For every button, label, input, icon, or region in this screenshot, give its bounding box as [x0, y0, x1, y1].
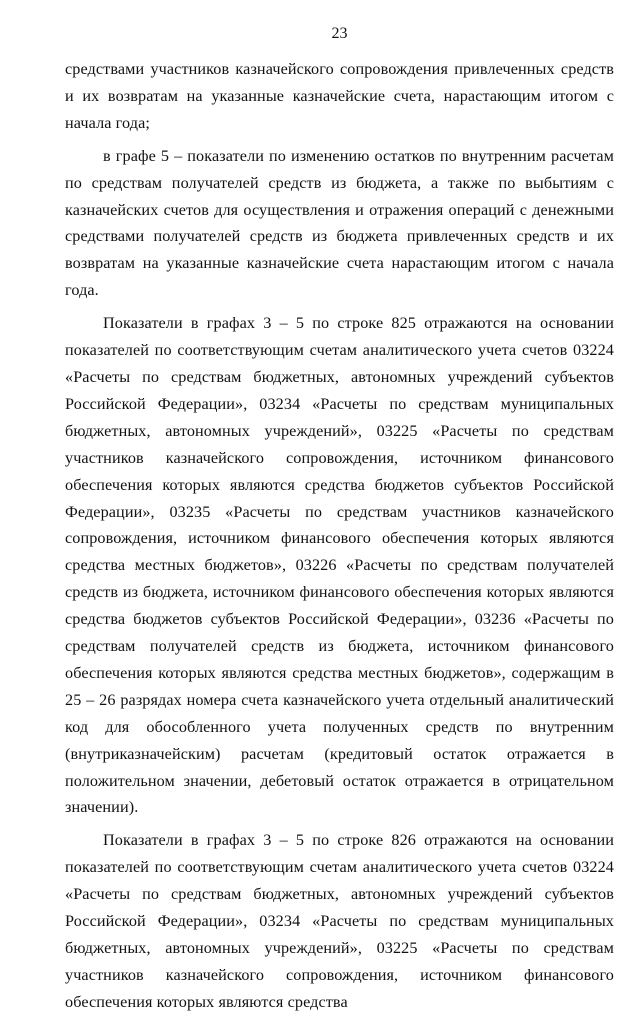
paragraph-column-5: в графе 5 – показатели по изменению остатков по внутренним расчетам по средствам получателей средств из бюджета, а также по выбытиям с казначейских счетов для осуществления и отражения операций с денежными средствами получателей средств из бюджета привлеченных средств и их возвратам на указанные казначейские счета нарастающим итогом с начала года. — [65, 146, 614, 300]
paragraph-continuation: средствами участников казначейского сопровождения привлеченных средств и их возвратам на указанные казначейские счета, нарастающим итогом с начала года; — [65, 60, 614, 132]
page-number: 23 — [331, 25, 348, 42]
paragraph-line-825: Показатели в графах 3 – 5 по строке 825 отражаются на основании показателей по соответствующим счетам аналитического учета счетов 03224 «Расчеты по средствам бюджетных, автономных учреждений субъектов Российской Федерации», 03234 «Расчеты по средствам муниципальных бюджетных, автономных учреждений», 03225 «Расчеты по средствам участников казначейского сопровождения, источником финансового обеспечения которых являются средства бюджетов субъектов Российской Федерации», 03235 «Расчеты по средствам участников казначейского сопровождения, источником финансового обеспечения которых являются средства местных бюджетов», 03226 «Расчеты по средствам получателей средств из бюджета, источником финансового обеспечения которых являются средства бюджетов субъектов Российской Федерации», 03236 «Расчеты по средствам получателей средств из бюджета, источником финансового обеспечения которых являются средства местных бюджетов», содержащим в 25 – 26 разрядах номера счета казначейского учета отдельный аналитический код для обособленного учета полученных средств по внутренним (внутриказначейским) расчетам (кредитовый остаток отражается в положительном значении, дебетовый остаток отражается в отрицательном значении). — [65, 314, 614, 817]
paragraph-line-826: Показатели в графах 3 – 5 по строке 826 отражаются на основании показателей по соответствующим счетам аналитического учета счетов 03224 «Расчеты по средствам бюджетных, автономных учреждений субъектов Российской Федерации», 03234 «Расчеты по средствам муниципальных бюджетных, автономных учреждений», 03225 «Расчеты по средствам участников казначейского сопровождения, источником финансового обеспечения которых являются средства — [65, 831, 614, 1011]
